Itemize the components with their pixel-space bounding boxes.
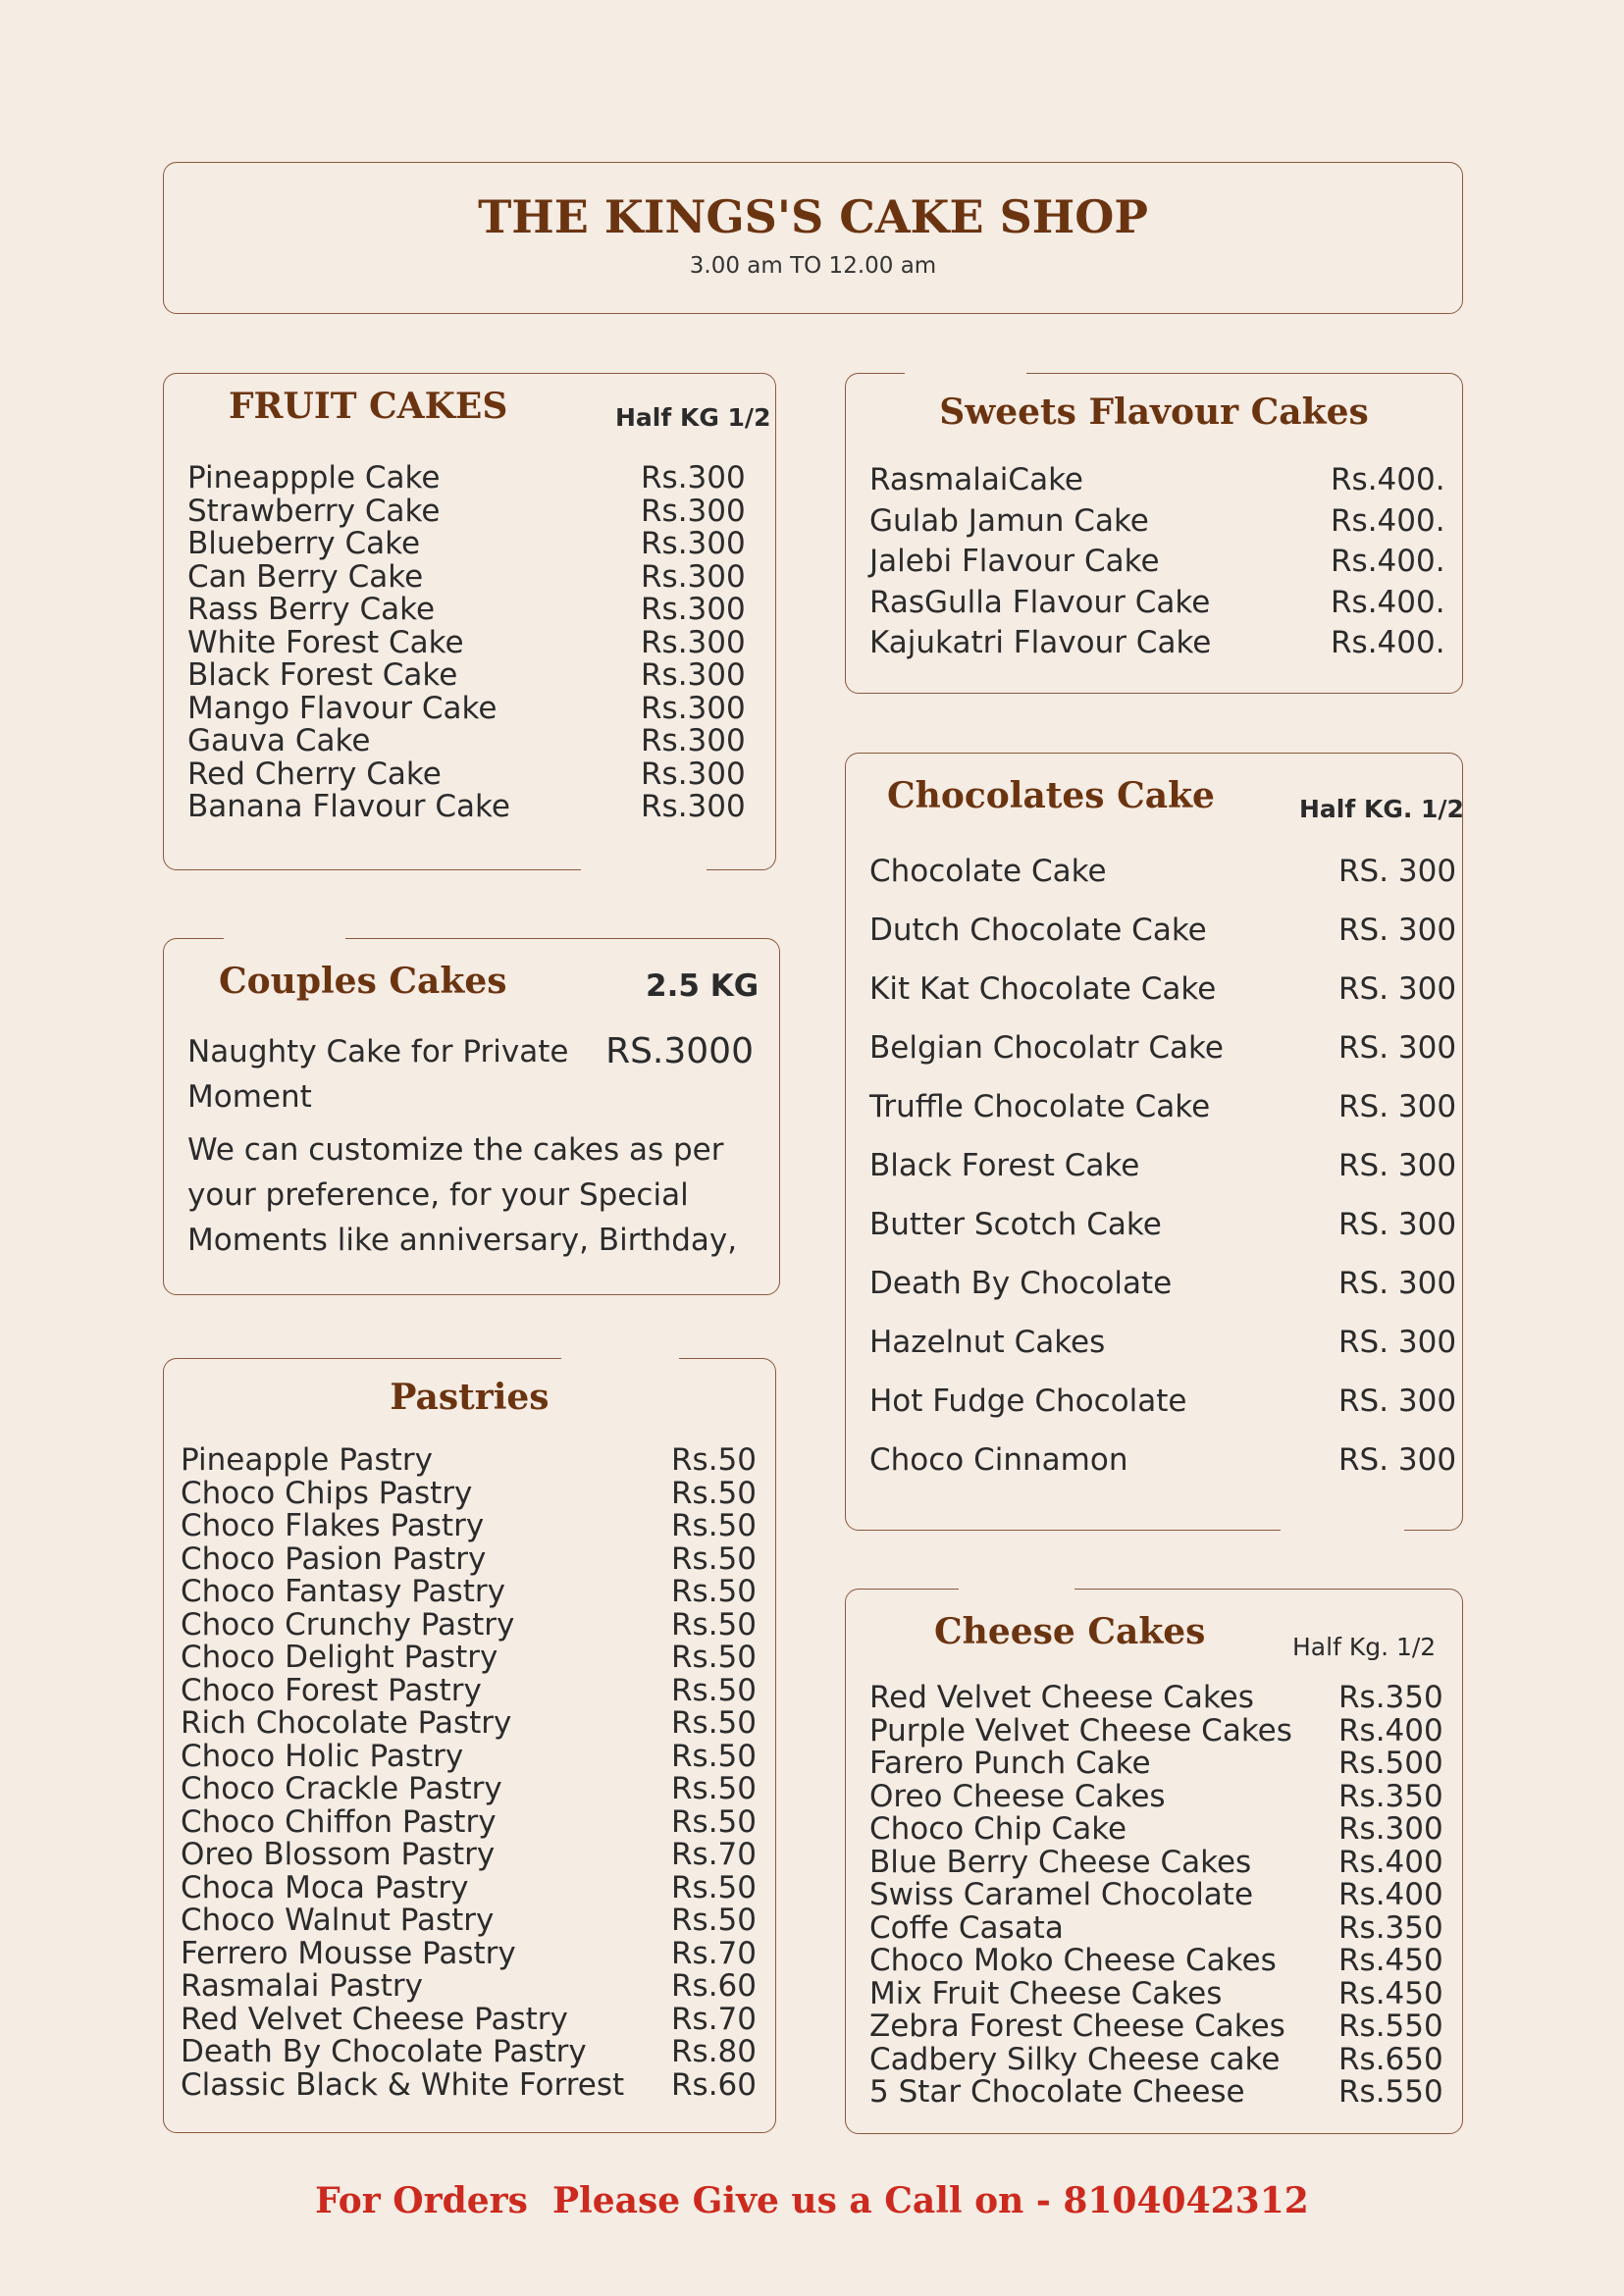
menu-item	[187, 723, 746, 758]
item-price: Rs.500	[1338, 1746, 1443, 1781]
item-name: Belgian Chocolatr Cake	[869, 1030, 1224, 1066]
menu-list	[869, 1680, 1443, 2110]
menu-item	[181, 1672, 757, 1708]
size-label: Half Kg. 1/2	[1292, 1633, 1437, 1661]
item-name: Pineapple Pastry	[181, 1442, 433, 1478]
item-name: Hot Fudge Chocolate	[869, 1383, 1187, 1419]
item-name: Jalebi Flavour Cake	[869, 544, 1160, 579]
item-price: Rs.50	[671, 1475, 757, 1511]
item-price: Rs.450	[1338, 1975, 1443, 2011]
menu-list	[181, 1442, 757, 2103]
section-title: Pastries	[390, 1377, 550, 1418]
item-price: RS. 300	[1338, 1266, 1457, 1301]
item-price: Rs.300	[641, 558, 746, 595]
item-name: Death By Chocolate	[869, 1266, 1173, 1301]
item-name: Mix Fruit Cheese Cakes	[869, 1975, 1223, 2011]
menu-item	[869, 1077, 1457, 1136]
item-name: Mango Flavour Cake	[187, 690, 498, 726]
cheese-cakes-section	[845, 1589, 1463, 2134]
item-name: Gauva Cake	[187, 723, 371, 758]
menu-item	[869, 842, 1457, 901]
item-price: Rs.50	[671, 1442, 757, 1478]
section-title: Chocolates Cake	[887, 775, 1215, 816]
menu-item	[187, 624, 746, 660]
item-price: Rs.50	[671, 1574, 757, 1609]
item-name: Pineappple Cake	[187, 460, 441, 496]
item-price: Rs.50	[671, 1540, 757, 1577]
menu-item	[869, 1811, 1443, 1847]
item-price: Rs.50	[671, 1771, 757, 1806]
menu-item	[869, 1909, 1443, 1946]
item-price: Rs.50	[671, 1640, 757, 1675]
menu-item	[869, 2009, 1443, 2044]
menu-item	[181, 1442, 757, 1478]
fruit-cakes-section	[163, 373, 776, 870]
item-price: Rs.300	[641, 624, 746, 660]
menu-item	[869, 1195, 1457, 1254]
menu-item	[187, 592, 746, 627]
size-label: Half KG 1/2	[615, 403, 771, 432]
menu-item	[869, 1313, 1457, 1372]
item-price: Rs.350	[1338, 1909, 1443, 1946]
item-price: Rs.50	[671, 1869, 757, 1905]
item-price: Rs.300	[641, 460, 746, 496]
item-name: Gulab Jamun Cake	[869, 502, 1149, 539]
item-price: RS.3000	[605, 1031, 754, 1071]
item-price: Rs.80	[671, 2034, 757, 2069]
item-price: Rs.70	[671, 2001, 757, 2037]
item-price: Rs.400	[1338, 1877, 1443, 1912]
item-name: Farero Punch Cake	[869, 1746, 1151, 1781]
item-name: Red Velvet Cheese Pastry	[181, 2001, 568, 2037]
item-price: Rs.400.	[1331, 625, 1445, 660]
menu-item	[181, 1903, 757, 1938]
item-price: RS. 300	[1338, 1383, 1457, 1419]
item-name: Rasmalai Pastry	[181, 1968, 423, 2004]
shop-hours: 3.00 am TO 12.00 am	[689, 253, 937, 279]
section-title: FRUIT CAKES	[229, 386, 508, 427]
menu-item	[181, 1475, 757, 1511]
item-name: Truffle Chocolate Cake	[869, 1089, 1211, 1124]
menu-item	[181, 2066, 757, 2103]
item-price: Rs.50	[671, 1606, 757, 1643]
menu-item	[869, 1431, 1457, 1489]
item-price: Rs.300	[641, 789, 746, 824]
menu-item	[869, 1136, 1457, 1195]
item-price: RS. 300	[1338, 971, 1457, 1007]
item-name: Choco Chips Pastry	[181, 1475, 473, 1511]
item-price: Rs.60	[671, 2066, 757, 2103]
item-name: Choco Cinnamon	[869, 1442, 1128, 1478]
item-name: Choco Fantasy Pastry	[181, 1574, 505, 1609]
menu-item	[869, 542, 1445, 583]
item-name: Choca Moca Pastry	[181, 1869, 469, 1905]
menu-item	[869, 1844, 1443, 1880]
item-name: Rass Berry Cake	[187, 592, 436, 627]
item-price: RS. 300	[1338, 1089, 1457, 1124]
menu-item	[187, 756, 746, 792]
item-name: Hazelnut Cakes	[869, 1325, 1106, 1360]
pastries-section	[163, 1358, 776, 2133]
menu-item	[869, 1018, 1457, 1077]
menu-item	[869, 901, 1457, 960]
item-price: Rs.300	[641, 690, 746, 726]
menu-item	[869, 1778, 1443, 1814]
item-name: Classic Black & White Forrest	[181, 2066, 625, 2103]
item-name: Choco Flakes Pastry	[181, 1508, 485, 1543]
item-name: Black Forest Cake	[869, 1148, 1140, 1183]
menu-item	[187, 657, 746, 693]
item-price: Rs.400	[1338, 1844, 1443, 1880]
item-name: RasmalaiCake	[869, 462, 1083, 497]
item-name: Choco Walnut Pastry	[181, 1903, 495, 1938]
menu-item	[181, 1574, 757, 1609]
item-name: Choco Moko Cheese Cakes	[869, 1943, 1277, 1978]
item-name: Choco Delight Pastry	[181, 1640, 498, 1675]
item-price: Rs.70	[671, 1837, 757, 1872]
menu-item	[181, 1738, 757, 1774]
item-price: Rs.350	[1338, 1778, 1443, 1814]
item-price: Rs.400.	[1331, 502, 1445, 539]
menu-item	[181, 1935, 757, 1971]
item-name: Swiss Caramel Chocolate	[869, 1877, 1254, 1912]
menu-item	[869, 960, 1457, 1018]
item-price: Rs.350	[1338, 1680, 1443, 1715]
item-price: Rs.550	[1338, 2074, 1443, 2110]
item-name: Red Velvet Cheese Cakes	[869, 1680, 1254, 1715]
menu-item	[181, 1640, 757, 1675]
item-name: Chocolate Cake	[869, 854, 1107, 889]
item-price: RS. 300	[1338, 1148, 1457, 1183]
item-price: Rs.400.	[1331, 584, 1445, 620]
item-name: Naughty Cake for Private Moment	[187, 1034, 569, 1115]
customize-note: We can customize the cakes as per your preference, for your Special Moments like anniversary, Birthday,	[187, 1132, 738, 1258]
menu-item	[187, 558, 746, 595]
item-price: Rs.50	[671, 1803, 757, 1840]
menu-item	[869, 1254, 1457, 1313]
item-name: Black Forest Cake	[187, 657, 458, 693]
menu-item	[187, 493, 746, 529]
menu-item	[181, 2001, 757, 2037]
item-name: Choco Crackle Pastry	[181, 1771, 502, 1806]
item-name: RasGulla Flavour Cake	[869, 584, 1211, 620]
sweets-cakes-section	[845, 373, 1463, 694]
item-name: Choco Crunchy Pastry	[181, 1606, 515, 1643]
item-name: Banana Flavour Cake	[187, 789, 510, 824]
item-name: Zebra Forest Cheese Cakes	[869, 2009, 1285, 2044]
item-price: Rs.50	[671, 1672, 757, 1708]
item-price: RS. 300	[1338, 913, 1457, 948]
menu-list	[869, 842, 1457, 1489]
item-name: Purple Velvet Cheese Cakes	[869, 1712, 1292, 1748]
menu-item	[187, 789, 746, 824]
menu-item	[869, 583, 1445, 624]
item-price: Rs.70	[671, 1935, 757, 1971]
item-price: RS. 300	[1338, 1207, 1457, 1242]
shop-header	[163, 162, 1463, 314]
item-name: Coffe Casata	[869, 1909, 1064, 1946]
item-price: RS. 300	[1338, 854, 1457, 889]
item-price: Rs.300	[641, 592, 746, 627]
item-name: Oreo Cheese Cakes	[869, 1778, 1166, 1814]
item-name: Choco Chip Cake	[869, 1811, 1127, 1847]
menu-item	[869, 1877, 1443, 1912]
item-name: Choco Holic Pastry	[181, 1738, 464, 1774]
item-name: Choco Forest Pastry	[181, 1672, 482, 1708]
item-price: Rs.550	[1338, 2009, 1443, 2044]
item-price: Rs.60	[671, 1968, 757, 2004]
section-title: Cheese Cakes	[934, 1611, 1206, 1652]
shop-title: THE KINGS'S CAKE SHOP	[478, 190, 1148, 243]
menu-item	[869, 1680, 1443, 1715]
item-name: Cadbery Silky Cheese cake	[869, 2041, 1281, 2077]
item-name: Death By Chocolate Pastry	[181, 2034, 587, 2069]
item-price: Rs.650	[1338, 2041, 1443, 2077]
item-price: Rs.50	[671, 1903, 757, 1938]
menu-item	[869, 2074, 1443, 2110]
menu-item	[187, 460, 746, 496]
item-name: Kajukatri Flavour Cake	[869, 625, 1212, 660]
item-name: White Forest Cake	[187, 624, 464, 660]
item-name: Ferrero Mousse Pastry	[181, 1935, 516, 1971]
item-price: Rs.50	[671, 1508, 757, 1543]
menu-item	[869, 501, 1445, 543]
item-price: Rs.300	[1338, 1811, 1443, 1847]
item-name: Choco Pasion Pastry	[181, 1540, 487, 1577]
item-name: Rich Chocolate Pastry	[181, 1705, 512, 1741]
menu-item	[869, 1746, 1443, 1781]
menu-item	[181, 1968, 757, 2004]
menu-item	[181, 2034, 757, 2069]
item-name: Butter Scotch Cake	[869, 1207, 1162, 1242]
order-phone-footer: For Orders Please Give us a Call on - 8104042312	[315, 2180, 1309, 2221]
item-price: Rs.300	[641, 526, 746, 561]
menu-list	[187, 460, 746, 824]
menu-item	[869, 623, 1445, 664]
item-name: Oreo Blossom Pastry	[181, 1837, 496, 1872]
section-title: Sweets Flavour Cakes	[939, 391, 1369, 433]
item-name: Choco Chiffon Pastry	[181, 1803, 497, 1840]
menu-item	[869, 1975, 1443, 2011]
menu-item	[187, 526, 746, 561]
menu-item	[181, 1771, 757, 1806]
menu-item	[869, 1712, 1443, 1748]
menu-item	[181, 1508, 757, 1543]
couples-cakes-section	[163, 938, 780, 1295]
item-price: RS. 300	[1338, 1325, 1457, 1360]
item-price: Rs.50	[671, 1738, 757, 1774]
menu-item	[181, 1869, 757, 1905]
item-price: Rs.50	[671, 1705, 757, 1741]
item-price: Rs.300	[641, 723, 746, 758]
size-label: 2.5 KG	[646, 968, 760, 1004]
section-title: Couples Cakes	[219, 961, 507, 1002]
menu-item	[181, 1705, 757, 1741]
menu-list	[869, 460, 1445, 664]
menu-item	[869, 2041, 1443, 2077]
item-price: Rs.450	[1338, 1943, 1443, 1978]
item-price: RS. 300	[1338, 1442, 1457, 1478]
item-name: Blueberry Cake	[187, 526, 421, 561]
item-price: Rs.300	[641, 493, 746, 529]
item-price: Rs.400	[1338, 1712, 1443, 1748]
item-price: Rs.300	[641, 657, 746, 693]
chocolates-cake-section	[845, 753, 1463, 1531]
menu-item	[181, 1606, 757, 1643]
item-name: Blue Berry Cheese Cakes	[869, 1844, 1252, 1880]
menu-item	[181, 1803, 757, 1840]
item-price: Rs.400.	[1331, 544, 1445, 579]
item-name: Strawberry Cake	[187, 493, 441, 529]
item-price: Rs.400.	[1331, 462, 1445, 497]
item-name: Can Berry Cake	[187, 558, 424, 595]
menu-item	[869, 1372, 1457, 1431]
item-price: RS. 300	[1338, 1030, 1457, 1066]
item-name: 5 Star Chocolate Cheese	[869, 2074, 1245, 2110]
menu-item	[869, 460, 1445, 501]
item-name: Dutch Chocolate Cake	[869, 913, 1207, 948]
item-name: Red Cherry Cake	[187, 756, 442, 792]
menu-item	[869, 1943, 1443, 1978]
menu-item	[187, 690, 746, 726]
item-price: Rs.300	[641, 756, 746, 792]
item-name: Kit Kat Chocolate Cake	[869, 971, 1217, 1007]
size-label: Half KG. 1/2	[1299, 795, 1464, 823]
menu-item	[181, 1540, 757, 1577]
menu-item	[181, 1837, 757, 1872]
